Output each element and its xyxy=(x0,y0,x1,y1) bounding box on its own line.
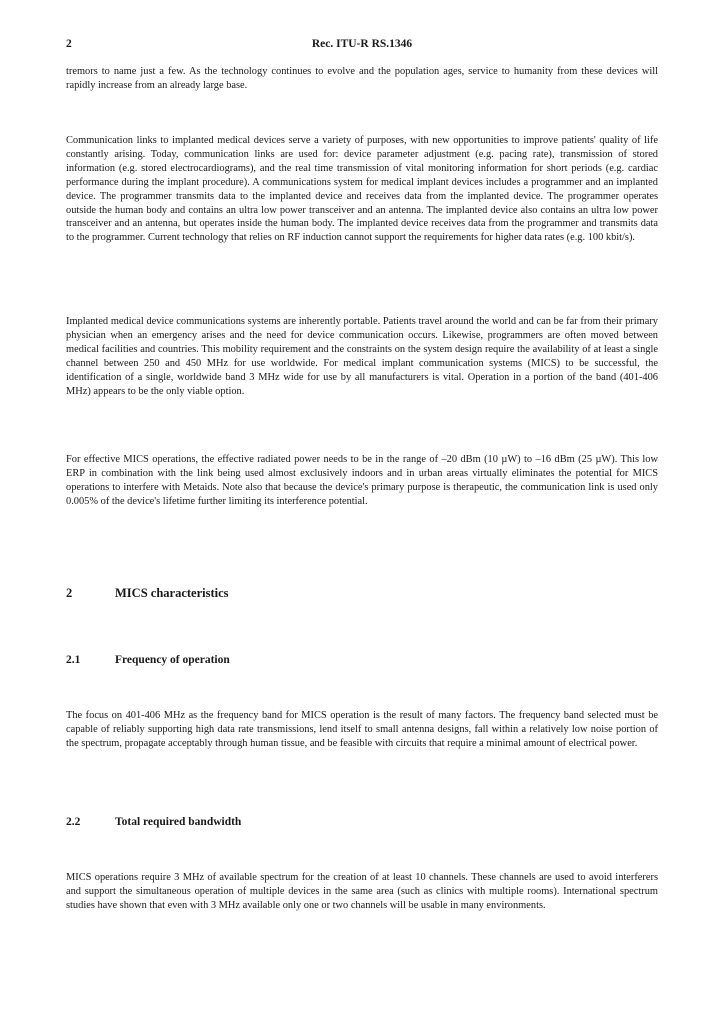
paragraph: Communication links to implanted medical devices serve a variety of purposes, with new opportunities to improve patients' quality of life constantly arising. Today, communication links are used for: device parameter adjustment (e.g. pacing rate), transmission of stored information (e.g. stored electrocardiograms), and the real time transmission of vital monitoring information for short periods (e.g. cardiac performance during the implant procedure). A communications system for medical implant devices includes a programmer and an implanted device. The programmer transmits data to the implanted device and receives data from the implanted device. The programmer operates outside the human body and contains an ultra low power transceiver and an antenna. The implanted device also contains an ultra low power transceiver and an antenna, but operates inside the human body. The implanted device receives data from the programmer and transmits data to the programmer. Current technology that relies on RF induction cannot support the requirements for higher data rates (e.g. 100 kbit/s). xyxy=(66,135,658,244)
running-header-title: Rec. ITU-R RS.1346 xyxy=(311,38,413,50)
subsection-title: Frequency of operation xyxy=(115,654,230,666)
subsection-heading xyxy=(66,654,230,666)
section-heading xyxy=(66,586,229,601)
subsection-number: 2.1 xyxy=(66,654,81,666)
paragraph: The focus on 401-406 MHz as the frequency band for MICS operation is the result of many factors. The frequency band selected must be capable of reliably supporting high data rate transmissions, lend itself to small antenna designs, fall within a relatively low noise portion of the spectrum, propagate acceptably through human tissue, and be feasible with circuits that require a minimal amount of electrical power. xyxy=(66,710,658,749)
section-title: MICS characteristics xyxy=(115,586,229,600)
paragraph: For effective MICS operations, the effective radiated power needs to be in the range of –20 dBm (10 µW) to –16 dBm (25 µW). This low ERP in combination with the link being used almost exclusively indoors and in urban areas virtually eliminates the potential for MICS operations to interfere with Metaids. Note also that because the device's primary purpose is therapeutic, the communication link is used only 0.005% of the device's lifetime further limiting its interference potential. xyxy=(66,454,658,507)
paragraph: tremors to name just a few. As the technology continues to evolve and the population ages, service to humanity from these devices will rapidly increase from an already large base. xyxy=(66,66,658,91)
page-number: 2 xyxy=(66,38,72,50)
subsection-title: Total required bandwidth xyxy=(115,816,242,828)
subsection-heading xyxy=(66,816,241,828)
paragraph: Implanted medical device communications systems are inherently portable. Patients travel around the world and can be far from their primary physician when an emergency arises and the need for device communication occurs. Likewise, programmers are often moved between medical facilities and countries. This mobility requirement and the constraints on the system design require the availability of at least a single channel between 250 and 450 MHz for use worldwide. For medical implant communication systems (MICS) to be successful, the identification of a single, worldwide band 3 MHz wide for use by all manufacturers is vital. Operation in a portion of the band (401-406 MHz) appears to be the only viable option. xyxy=(66,316,658,397)
section-number: 2 xyxy=(66,586,73,600)
paragraph: MICS operations require 3 MHz of available spectrum for the creation of at least 10 channels. These channels are used to avoid interferers and support the simultaneous operation of multiple devices in the same area (such as clinics with multiple rooms). International spectrum studies have shown that even with 3 MHz available only one or two channels will be usable in many environments. xyxy=(66,872,658,911)
subsection-number: 2.2 xyxy=(66,816,81,828)
